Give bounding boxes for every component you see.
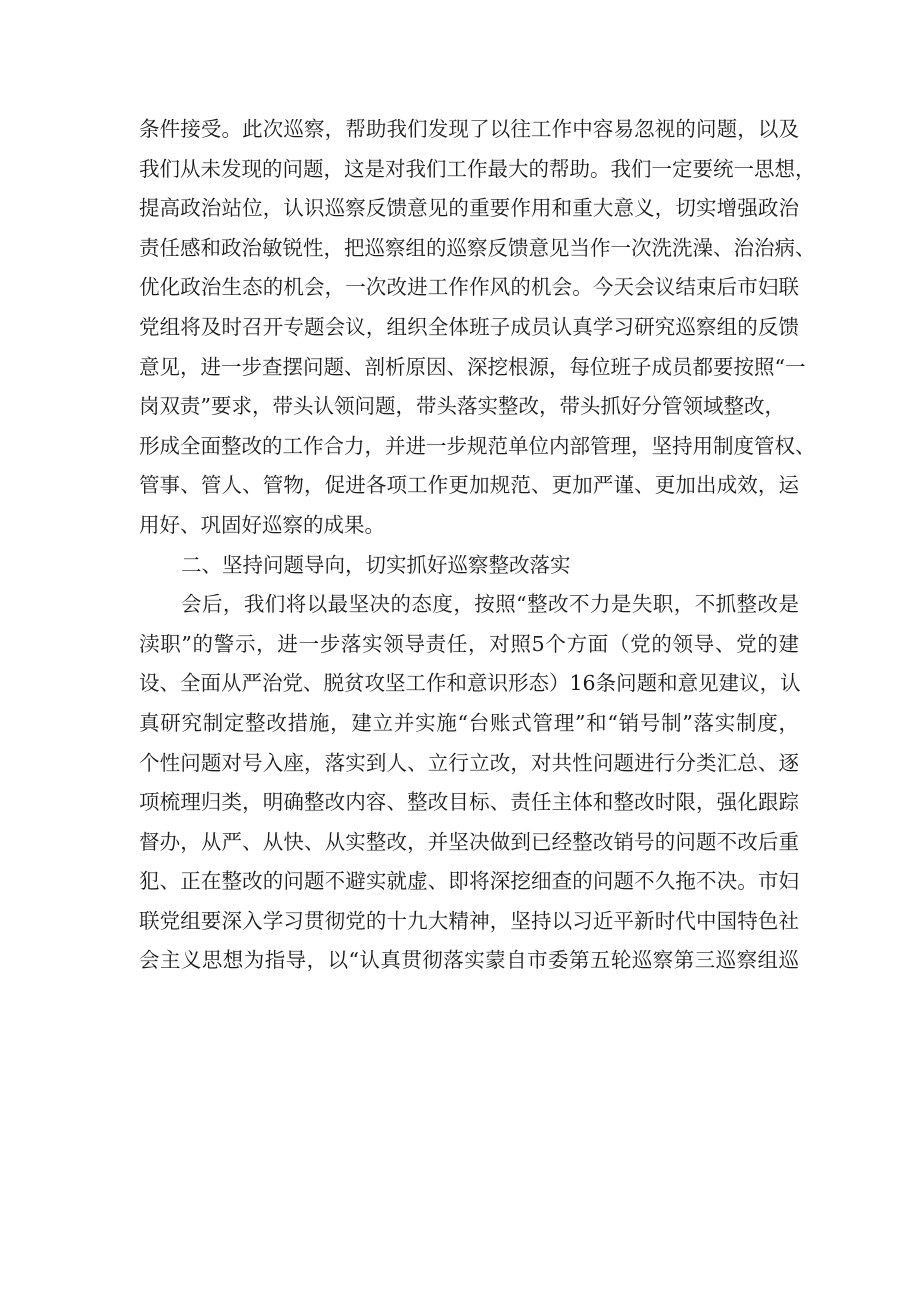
text-line: 形成全面整改的工作合力，并进一步规范单位内部管理，坚持用制度管权、	[139, 433, 816, 458]
text-line: 渎职”的警示，进一步落实领导责任，对照5个方面（党的领导、党的建	[139, 631, 799, 656]
text-line: 提高政治站位，认识巡察反馈意见的重要作用和重大意义，切实增强政治	[139, 196, 799, 221]
text-line: 责任感和政治敏锐性，把巡察组的巡察反馈意见当作一次洗洗澡、治治病、	[139, 235, 816, 260]
text-line: 项梳理归类，明确整改内容、整改目标、责任主体和整改时限，强化跟踪	[139, 790, 799, 815]
text-line: 设、全面从严治党、脱贫攻坚工作和意识形态）16条问题和意见建议，认	[139, 671, 801, 696]
text-line: 条件接受。此次巡察，帮助我们发现了以往工作中容易忽视的问题，以及	[139, 117, 799, 141]
text-line: 优化政治生态的机会，一次改进工作作风的机会。今天会议结束后市妇联	[139, 275, 799, 300]
text-line: 个性问题对号入座，落实到人、立行立改，对共性问题进行分类汇总、逐	[139, 750, 799, 775]
paragraph	[139, 585, 799, 981]
text-line: 督办，从严、从快、从实整改，并坚决做到已经整改销号的问题不改后重	[139, 829, 799, 854]
section-heading: 二、坚持问题导向，切实抓好巡察整改落实	[181, 552, 571, 577]
text-line: 会主义思想为指导，以“认真贯彻落实蒙自市委第五轮巡察第三巡察组巡	[139, 948, 799, 973]
paragraph-continuation	[139, 110, 816, 546]
document-body	[139, 110, 816, 981]
text-line: 意见，进一步查摆问题、剖析原因、深挖根源，每位班子成员都要按照“一	[139, 354, 806, 379]
text-line: 会后，我们将以最坚决的态度，按照“整改不力是失职，不抓整改是	[181, 592, 799, 617]
text-line: 我们从未发现的问题，这是对我们工作最大的帮助。我们一定要统一思想，	[139, 156, 816, 181]
text-line: 真研究制定整改措施，建立并实施“台账式管理”和“销号制”落实制度，	[139, 710, 799, 735]
text-line: 联党组要深入学习贯彻党的十九大精神，坚持以习近平新时代中国特色社	[139, 908, 799, 933]
text-line: 用好、巩固好巡察的成果。	[139, 512, 385, 537]
text-line: 犯、正在整改的问题不避实就虚、即将深挖细查的问题不久拖不决。市妇	[139, 869, 799, 894]
text-line: 党组将及时召开专题会议，组织全体班子成员认真学习研究巡察组的反馈	[139, 314, 799, 339]
text-line: 管事、管人、管物，促进各项工作更加规范、更加严谨、更加出成效，运	[139, 473, 799, 498]
text-line: 岗双责”要求，带头认领问题，带头落实整改，带头抓好分管领域整改，	[139, 394, 785, 419]
